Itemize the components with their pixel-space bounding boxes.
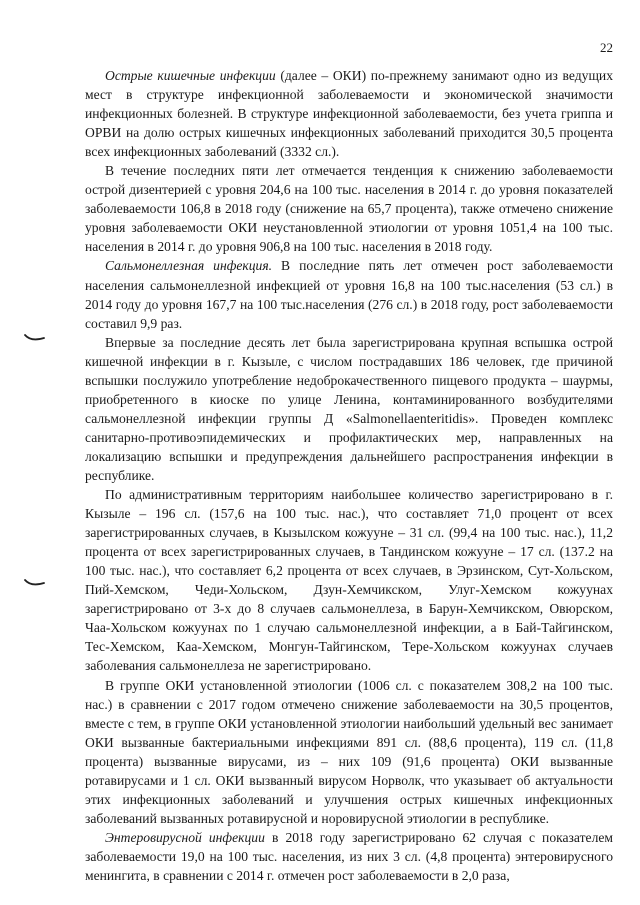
paragraph-text: (далее – ОКИ) по-прежнему занимают одно из ведущих мест в структуре инфекционной заболеваемости и экономической значимости инфекционных болезней. В структуре инфекционной заболеваемости, без учета гриппа и ОРВИ на долю острых кишечных инфекционных заболеваний приходится 30,5 процента всех инфекционных заболеваний (3332 сл.). (85, 68, 613, 160)
paragraph-text: Впервые за последние десять лет была зарегистрирована крупная вспышка острой кишечной инфекции в г. Кызыле, с числом пострадавших 186 человек, где причиной вспышки послужило употребление недоброкачественного пищевого продукта – шаурмы, приобретенного в киоске по улице Ленина, контаминированного возбудителями сальмонеллезной инфекции группы Д «Salmonellaenteritidis». Проведен комплекс санитарно-противоэпидемических и профилактических мер, направленных на локализацию вспышки и предупреждения дальнейшего распространения инфекции в республике. (85, 334, 613, 483)
paragraph-salmonellosis (85, 256, 613, 332)
paragraph-territories (85, 485, 613, 675)
paragraph-text: В группе ОКИ установленной этиологии (1006 сл. с показателем 308,2 на 100 тыс. нас.) в сравнении с 2017 годом отмечено снижение заболеваемости на 30,5 процентов, вместе с тем, в группе ОКИ установленной этиологии наибольший удельный вес занимает ОКИ вызванные бактериальными инфекциями 891 сл. (88,6 процента), 119 сл. (11,8 процента) вызванные вирусами, из – них 109 (91,6 процента) ОКИ вызванные ротавирусами и 1 сл. ОКИ вызванный вирусом Норволк, что указывает об актуальности этих инфекционных заболеваний и улучшения острых кишечных инфекционных заболеваний вызванных ротавирусной и норовирусной этиологии в республике. (85, 677, 613, 826)
page-number: 22 (600, 40, 613, 55)
paragraph-lead-italic: Энтеровирусной инфекции (105, 829, 265, 845)
paragraph-outbreak-kyzyl (85, 333, 613, 485)
paragraph-enterovirus (85, 828, 613, 885)
margin-check-mark-icon (24, 333, 46, 343)
paragraph-intestinal-infections (85, 66, 613, 161)
paragraph-established-etiology (85, 676, 613, 828)
document-body (85, 66, 613, 885)
margin-check-mark-icon (24, 578, 46, 588)
paragraph-lead-italic: Сальмонеллезная инфекция. (105, 258, 273, 274)
paragraph-dysentery-trend (85, 161, 613, 256)
paragraph-lead-italic: Острые кишечные инфекции (105, 68, 276, 83)
paragraph-text: В последние пять лет отмечен рост заболеваемости населения сальмонеллезной инфекцией от уровня 16,8 на 100 тыс.населения (53 сл.) в 2014 году до уровня 167,7 на 100 тыс.населения (276 сл.) в 2018 году, рост заболеваемости составил 9,9 раз. (85, 258, 613, 331)
paragraph-text: В течение последних пяти лет отмечается тенденция к снижению заболеваемости острой дизентерией с уровня 204,6 на 100 тыс. населения в 2014 г. до уровня показателей заболеваемости 106,8 в 2018 году (снижение на 65,7 процента), также отмечено снижение уровня заболеваемости ОКИ неустановленной этиологии от уровня 1051,4 на 100 тыс. населения в 2014 г. до уровня 906,8 на 100 тыс. населения в 2018 году. (85, 163, 613, 255)
paragraph-text: По административным территориям наибольшее количество зарегистрировано в г. Кызыле – 196 сл. (157,6 на 100 тыс. нас.), что составляет 71,0 процент от всех зарегистрированных случаев, в Кызылском кожууне – 31 сл. (99,4 на 100 тыс. нас.), 11,2 процента от всех зарегистрированных случаев, в Тандинском кожууне – 17 сл. (137.2 на 100 тыс. нас.), что составляет 6,2 процента от всех случаев, в Эрзинском, Сут-Хольском, Пий-Хемском, Чеди-Хольском, Дзун-Хемчикском, Улуг-Хемском кожуунах зарегистрировано от 3-х до 8 случаев сальмонеллеза, в Барун-Хемчикском, Овюрском, Чаа-Хольском кожуунах по 1 случаю сальмонеллезной инфекции, а в Бай-Тайгинском, Тес-Хемском, Каа-Хемском, Монгун-Тайгинском, Тере-Хольском кожуунах случаев заболевания сальмонеллеза не зарегистрировано. (85, 487, 613, 674)
paragraph-text: в 2018 году зарегистрировано 62 случая с показателем заболеваемости 19,0 на 100 тыс. населения, из них 3 сл. (4,8 процента) энтеровирусного менингита, в сравнении с 2014 г. отмечен рост заболеваемости в 2,0 раза, (85, 829, 614, 883)
